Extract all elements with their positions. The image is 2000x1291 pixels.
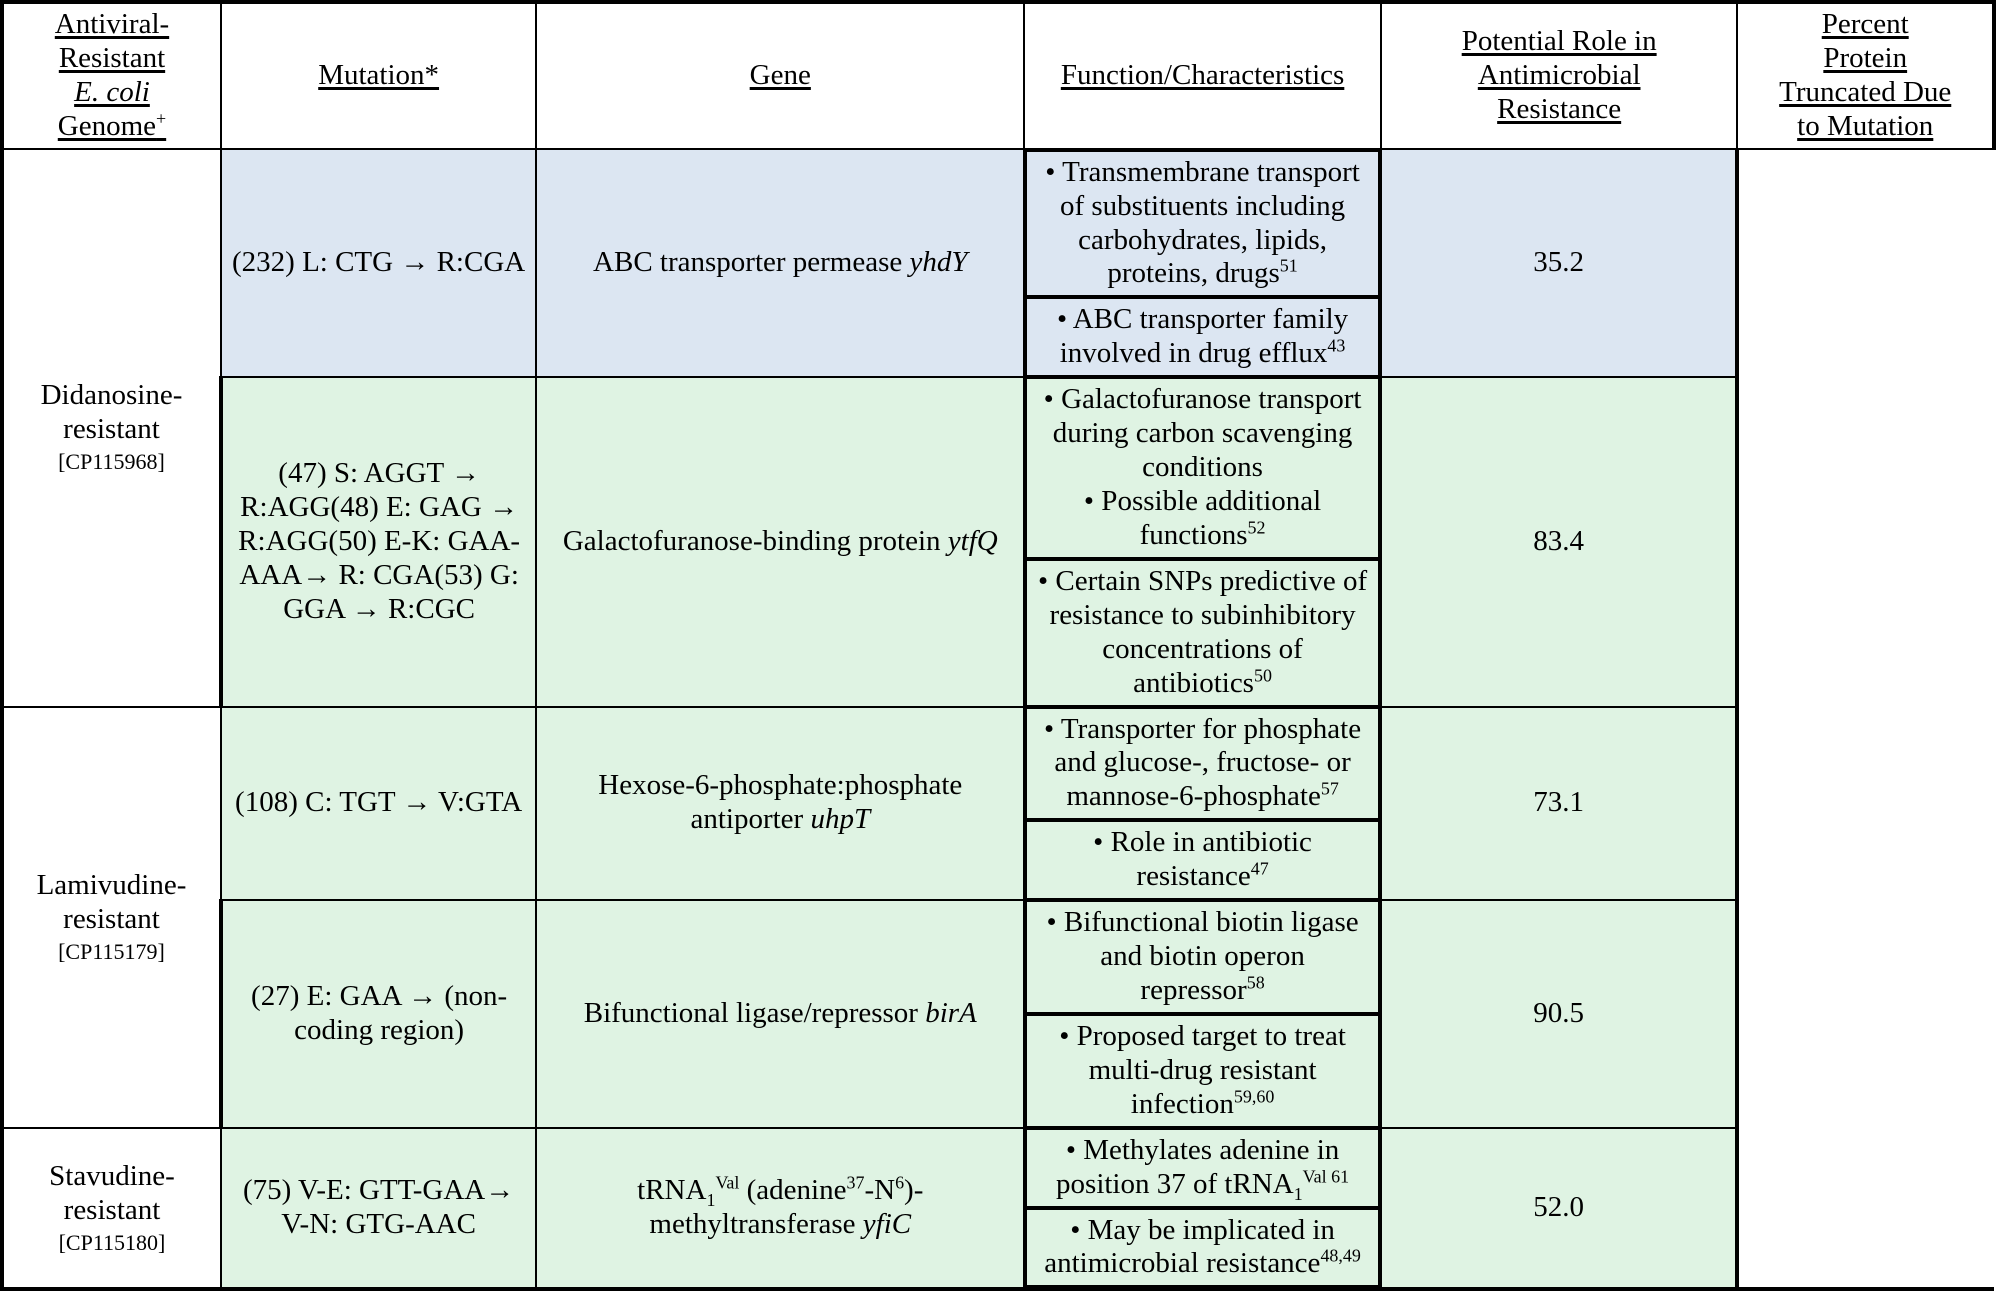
header-line: Genome+ [57, 108, 167, 142]
mutation-line: AGG [265, 524, 329, 557]
column-header-role [1381, 2, 1738, 149]
function-cell: • Bifunctional biotin ligase and biotin operon repressor$^{58}$ [1025, 900, 1380, 1014]
header-line-italic: E. coli [74, 75, 150, 108]
function-cell: • Transporter for phosphate and glucose-, fructose- or mannose-6-phosphate$^{57}$ [1025, 707, 1380, 821]
function-cell: • Galactofuranose transport during carbon scavenging conditions • Possible additional functions$^{52}$ [1025, 377, 1380, 559]
table-row [2, 149, 1994, 378]
header-line: Truncated Due [1779, 75, 1952, 108]
mutation-cell [221, 707, 536, 901]
mutation-line: → V-N: GTG-AAC [281, 1174, 515, 1240]
mutation-line: → R: CGA [302, 558, 435, 591]
header-line: Protein [1823, 41, 1908, 74]
mutation-line: (108) C: TGT → V: [235, 786, 465, 819]
genome-cell [2, 707, 221, 1128]
header-line: Gene [749, 58, 811, 91]
mutation-line: (27) E: GAA → (non- [251, 979, 508, 1012]
mutation-cell [221, 900, 536, 1128]
header-line: Function/Characteristics [1060, 58, 1345, 91]
header-line: Potential Role in [1461, 24, 1657, 57]
mutation-line: coding region) [294, 1013, 465, 1046]
mutation-cell [221, 1128, 536, 1290]
genome-accession: [CP115179] [58, 938, 165, 964]
header-line: Percent [1821, 8, 1909, 40]
percent-truncated-cell: 90.5 [1381, 900, 1738, 1128]
percent-truncated-cell: 73.1 [1381, 707, 1738, 901]
role-cell: • May be implicated in antimicrobial resistance$^{48,49}$ [1025, 1208, 1380, 1288]
mutation-cell [221, 377, 536, 706]
genome-cell [2, 1128, 221, 1290]
header-line: Antimicrobial [1477, 58, 1641, 91]
percent-truncated-cell: 52.0 [1381, 1128, 1738, 1290]
mutation-line: (47) S: AGGT → R: [240, 457, 480, 523]
mutation-line: (53) G: GGA → R: [283, 558, 519, 625]
table-row [2, 900, 1994, 1128]
header-sup-marker: + [156, 108, 167, 129]
genome-name-line: Stavudine- [49, 1159, 175, 1192]
table-header [2, 2, 1994, 149]
mutation-line: (75) V-E: GTT-GAA [243, 1174, 486, 1207]
column-header-genome [2, 2, 221, 149]
function-cell: • Methylates adenine in position 37 of tRNA$_1^{Val 61}$ [1025, 1128, 1380, 1208]
gene-cell: ABC transporter permease yhdY [536, 149, 1024, 378]
column-header-function [1024, 2, 1381, 149]
table-row [2, 1128, 1994, 1290]
header-line: Resistance [1497, 92, 1622, 125]
column-header-gene [536, 2, 1024, 149]
genome-accession: [CP115968] [58, 449, 165, 475]
role-cell: • Certain SNPs predictive of resistance to subinhibitory concentrations of antibiotics$^{50}$ [1025, 559, 1380, 707]
mutation-line: GTA [464, 786, 523, 819]
table-body [2, 149, 1994, 1290]
gene-cell: Bifunctional ligase/repressor birA [536, 900, 1024, 1128]
header-line: Mutation* [318, 58, 440, 91]
header-line: Resistant [58, 41, 166, 74]
percent-truncated-cell: 35.2 [1381, 149, 1738, 378]
genome-cell [2, 149, 221, 707]
mutation-line: CGC [415, 592, 476, 625]
mutation-line: CGA [464, 245, 526, 278]
header-line: to Mutation [1797, 109, 1934, 142]
mutation-line: (48) E: GAG → R: [238, 490, 519, 557]
gene-cell: Hexose-6-phosphate:phosphate antiporter uhpT [536, 707, 1024, 901]
mutation-cell [221, 149, 536, 378]
genome-name-line: Lamivudine- [36, 868, 187, 901]
header-row [2, 2, 1994, 149]
genome-name-line: Didanosine- [40, 379, 183, 412]
gene-cell: tRNA$_1^{Val}$ $(adenine^{37}-N^6)$-methyltransferase yfiC [536, 1128, 1024, 1290]
genome-name-line: resistant [63, 902, 160, 935]
column-header-mutation [221, 2, 536, 149]
genome-name-line: resistant [63, 1193, 161, 1226]
mutation-line: AGG [267, 490, 331, 523]
role-cell: • Proposed target to treat multi-drug resistant infection$^{59,60}$ [1025, 1014, 1380, 1128]
table-row [2, 377, 1994, 706]
genome-name-line: resistant [63, 413, 160, 446]
mutation-line: (232) L: CTG → R: [232, 245, 464, 278]
genome-accession: [CP115180] [58, 1229, 166, 1255]
percent-truncated-cell: 83.4 [1381, 377, 1738, 706]
mutation-line: (50) E-K: GAA-AAA [239, 524, 521, 591]
role-cell: • ABC transporter family involved in drug efflux$^{43}$ [1025, 297, 1380, 377]
table-row [2, 707, 1994, 901]
header-line: Antiviral- [54, 8, 170, 40]
function-cell: • Transmembrane transport of substituents including carbohydrates, lipids, proteins, drugs$^{51}$ [1025, 150, 1380, 298]
gene-cell: Galactofuranose-binding protein ytfQ [536, 377, 1024, 706]
role-cell: • Role in antibiotic resistance$^{47}$ [1025, 820, 1380, 900]
column-header-percent [1737, 2, 1994, 149]
